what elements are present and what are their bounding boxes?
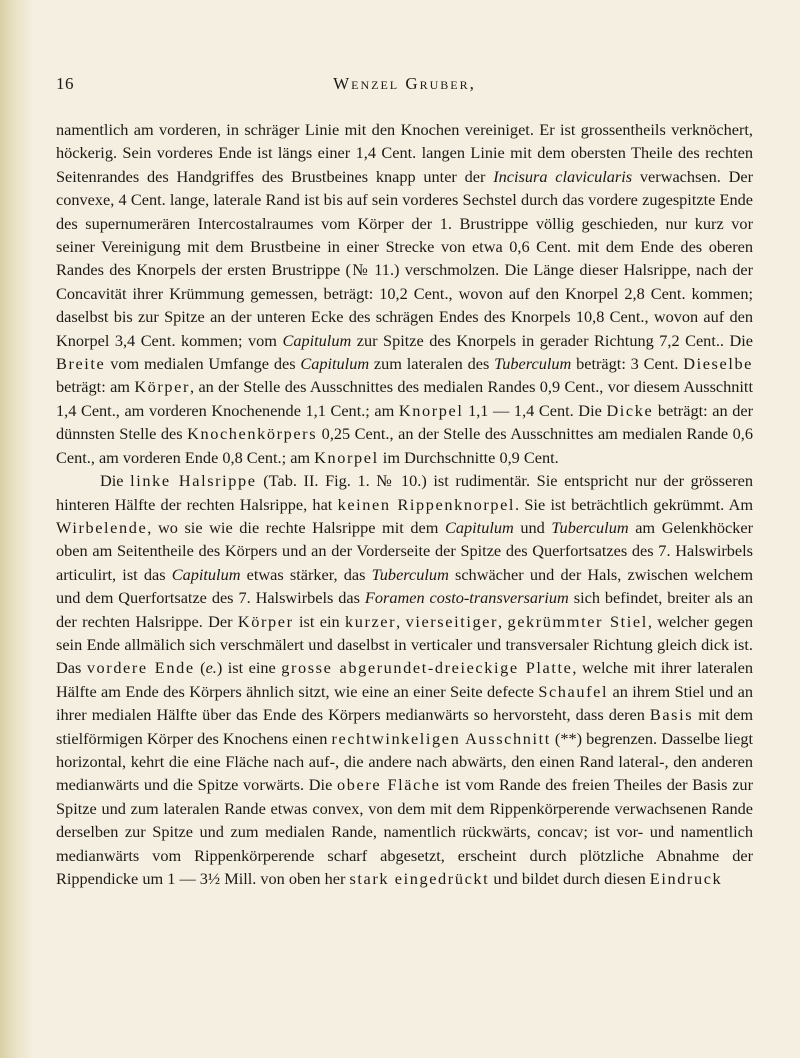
spaced-term: Körper bbox=[237, 611, 294, 631]
text-run: namentlich am vorderen, in schräger Linie mit den Knochen vereiniget. Er ist grossentheils verknöchert, höckerig. Sein vorderes Ende ist längs einer 1,4 Cent. langen Linie mit dem obersten Theile des rechten Seitenrandes des Handgriffes des Brustbeines knapp unter der bbox=[56, 120, 753, 186]
text-run: 0,25 Cent., an der Stelle des Ausschnittes am medialen Rande 0,6 Cent., am vorderen Ende 0,8 Cent.; am bbox=[56, 424, 754, 467]
text-run: sich befindet, breiter als an der rechten Halsrippe. Der bbox=[56, 588, 754, 631]
text-run: schwächer und der Hals, zwischen welchem und dem Querfortsatze des 7. Halswirbels das bbox=[56, 564, 753, 608]
text-run: an ihrem Stiel und an ihrer medialen Hälfte über das Ende des Körpers medianwärts so hervorsteht, dass deren bbox=[56, 681, 753, 725]
page-number: 16 bbox=[56, 74, 74, 93]
paragraph-right-cervical-rib bbox=[56, 118, 753, 469]
text-run: zum lateralen des bbox=[369, 354, 495, 374]
text-run: beträgt: 3 Cent. bbox=[571, 354, 684, 374]
spaced-term: rechtwinkeligen Ausschnitt bbox=[331, 728, 551, 748]
italic-term: Capitulum bbox=[445, 517, 514, 537]
spaced-term: gekrümmter Stiel bbox=[507, 611, 648, 631]
italic-term: e. bbox=[205, 658, 217, 678]
text-run: (**) begrenzen. Dasselbe liegt horizontal, kehrt die eine Fläche nach auf-, die andere nach abwärts, den einen Rand lateral-, den anderen medianwärts und die Spitze vorwärts. Die bbox=[56, 728, 754, 795]
running-head bbox=[56, 74, 753, 98]
text-run: und bbox=[513, 517, 552, 537]
italic-term: Capitulum bbox=[300, 354, 370, 374]
text-run: etwas stärker, das bbox=[240, 564, 372, 584]
italic-term: Capitulum bbox=[282, 330, 352, 350]
italic-term: Tuberculum bbox=[551, 517, 629, 537]
paragraph-left-cervical-rib bbox=[56, 469, 753, 890]
text-run: 1,1 — 1,4 Cent. Die bbox=[463, 400, 607, 420]
text-run: mit dem stielförmigen Körper des Knochens einen bbox=[56, 705, 753, 748]
text-run: , welche mit ihrer lateralen Hälfte am Ende des Körpers ähnlich sitzt, wie eine an einer Seite defecte bbox=[56, 658, 753, 701]
spaced-term: Knorpel bbox=[398, 400, 464, 420]
spaced-term: stark eingedrückt bbox=[349, 869, 490, 888]
text-run: , bbox=[396, 611, 406, 631]
text-run: beträgt: an der dünnsten Stelle des bbox=[56, 400, 754, 444]
text-run: vom medialen Umfange des bbox=[105, 354, 301, 374]
text-run: ist ein bbox=[293, 611, 345, 631]
text-run: ist vom Rande des freien Theiles der Basis zur Spitze und zum lateralen Rande etwas convex, von dem mit dem Rippenkörperende verwachsenen Rande derselben zur Spitze und zum medialen Rande, namentlich rückwärts, concav; ist vor- und namentlich medianwärts vom Rippenkörperende scharf abgesetzt, erscheint durch plötzliche Abnahme der Rippendicke um 1 — 3½ Mill. von oben her bbox=[56, 775, 753, 888]
running-head-title: Wenzel Gruber, bbox=[333, 74, 476, 93]
text-run: , wo sie wie die rechte Halsrippe mit dem bbox=[147, 517, 445, 537]
text-run: am Gelenkhöcker oben am Seitentheile des Körpers und an der Vorderseite der Spitze des Querfortsatzes des 7. Halswirbels articulirt, ist das bbox=[56, 517, 754, 584]
spaced-term: Wirbelende bbox=[56, 517, 148, 537]
spaced-term: Körper bbox=[134, 377, 191, 397]
spaced-term: grosse abgerundet-dreieckige Platte bbox=[281, 658, 573, 678]
spaced-term: Eindruck bbox=[649, 869, 723, 888]
text-run: ( bbox=[194, 658, 206, 678]
text-run: , an der Stelle des Ausschnittes des medialen Randes 0,9 Cent., vor diesem Ausschnitt 1,4 Cent., am vorderen Knochenende 1,1 Cent.; am bbox=[56, 377, 753, 420]
text-run: , bbox=[498, 611, 508, 631]
spaced-term: Breite bbox=[56, 354, 106, 374]
italic-term: Foramen costo-transversarium bbox=[364, 588, 569, 608]
text-run: (Tab. II. Fig. 1. № 10.) ist rudimentär. Sie entspricht nur der grösseren hinteren Hälfte der rechten Halsrippe, hat bbox=[56, 471, 754, 514]
text-run: . Sie ist beträchtlich gekrümmt. Am bbox=[515, 494, 753, 514]
body-text bbox=[56, 118, 753, 890]
italic-term: Capitulum bbox=[171, 564, 241, 584]
text-run: Die bbox=[100, 471, 131, 491]
spaced-term: obere Fläche bbox=[337, 775, 441, 795]
spaced-term: kurzer bbox=[344, 611, 397, 631]
spaced-term: Dieselbe bbox=[683, 354, 754, 374]
spaced-term: vierseitiger bbox=[405, 611, 499, 631]
text-run: zur Spitze des Knorpels in gerader Richtung 7,2 Cent.. Die bbox=[351, 330, 753, 350]
spaced-term: Dicke bbox=[606, 400, 654, 420]
italic-term: Tuberculum bbox=[494, 354, 572, 374]
spaced-term: Knochenkörpers bbox=[187, 424, 318, 444]
text-run: , welcher gegen sein Ende allmälich sich verschmälert und daselbst in verticaler und transversaler Richtung gleich dick ist. Das bbox=[56, 611, 754, 678]
text-run: ) ist eine bbox=[216, 658, 282, 678]
text-run: beträgt: am bbox=[56, 377, 135, 397]
italic-term: Tuberculum bbox=[371, 564, 449, 584]
spaced-term: vordere Ende bbox=[86, 658, 195, 678]
italic-term: Incisura clavicularis bbox=[493, 166, 633, 186]
spaced-term: Basis bbox=[649, 705, 694, 725]
spaced-term: Knorpel bbox=[314, 447, 379, 467]
text-run: und bildet durch diesen bbox=[489, 869, 650, 888]
spaced-term: Schaufel bbox=[538, 681, 609, 701]
spaced-term: linke Halsrippe bbox=[130, 471, 257, 491]
spaced-term: keinen Rippenknorpel bbox=[337, 494, 516, 514]
text-run: im Durchschnitte 0,9 Cent. bbox=[378, 447, 559, 467]
text-run: verwachsen. Der convexe, 4 Cent. lange, laterale Rand ist bis auf sein vorderes Sechstel durch das vordere zugespitzte Ende des supernumerären Intercostalraumes vom Körper der 1. Brustrippe völlig geschieden, nur kurz vor seiner Vereinigung mit dem Brustbeine in einer Strecke von etwa 0,6 Cent. mit dem Ende des oberen Randes des Knorpels der ersten Brustrippe (№ 11.) verschmolzen. Die Länge dieser Halsrippe, nach der Concavität ihrer Krümmung gemessen, beträgt: 10,2 Cent., wovon auf den Knorpel 2,8 Cent. kommen; daselbst bis zur Spitze an der unteren Ecke des schrägen Endes des Knorpels 10,8 Cent., wovon auf den Knorpel 3,4 Cent. kommen; vom bbox=[56, 166, 754, 350]
